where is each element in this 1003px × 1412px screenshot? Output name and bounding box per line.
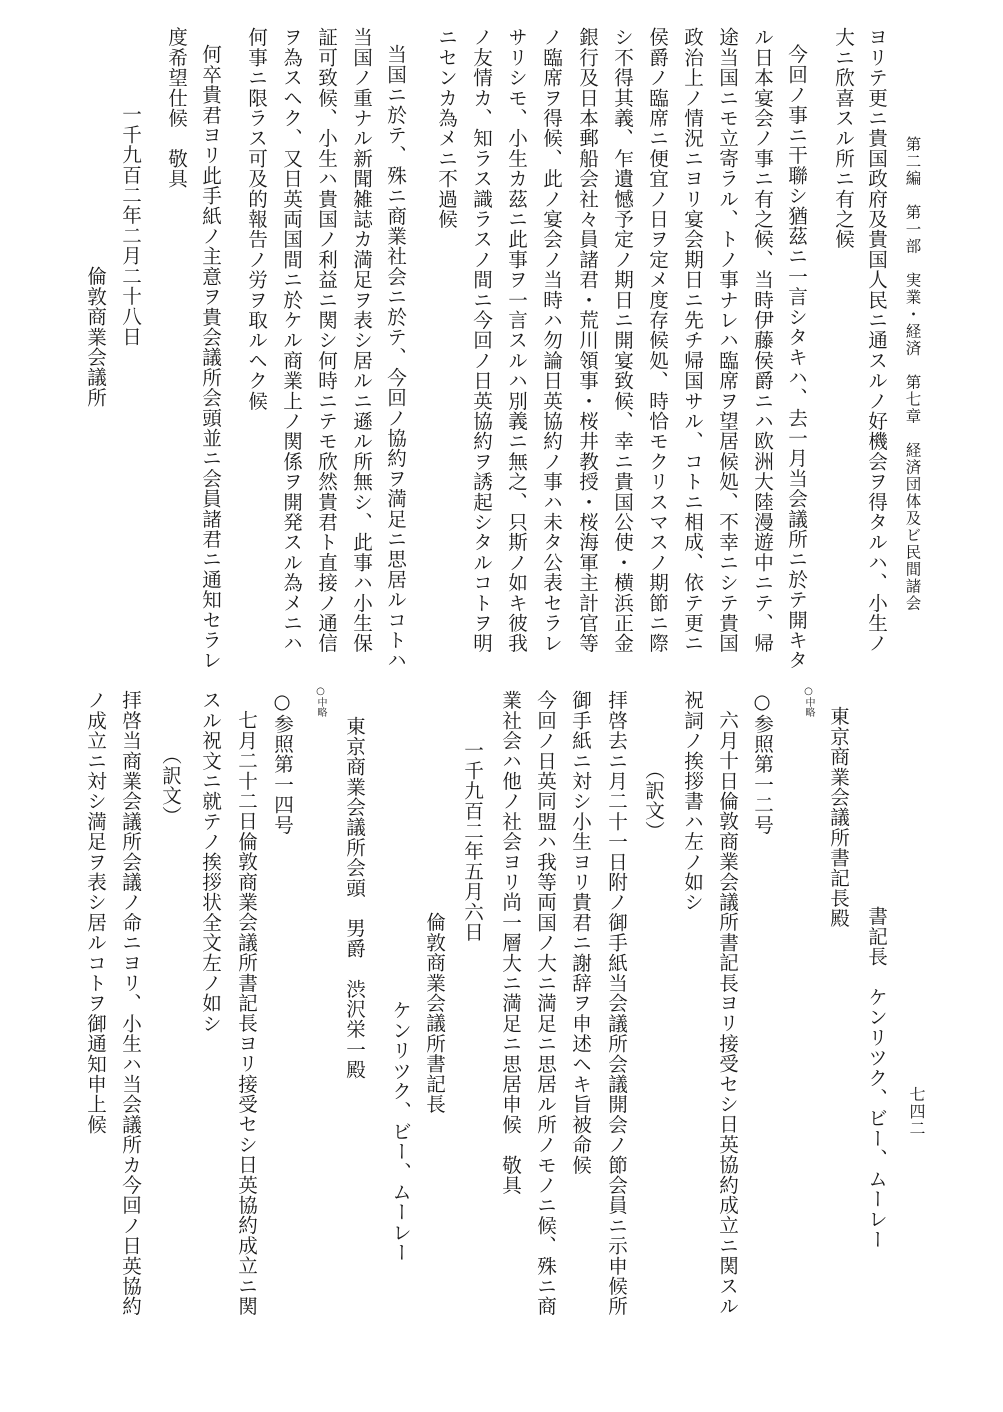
text-line: ヨリテ更ニ貴国政府及貴国人民ニ通スルノ好機会ヲ得タルハ、小生ノ: [864, 27, 888, 654]
date-line: 一千九百二年五月六日: [460, 740, 484, 942]
text-line: 今回ノ日英同盟ハ我等両国ノ大ニ満足ニ思居ル所ノモノニ候、殊ニ商: [533, 690, 557, 1317]
text-line: 六月十日倫敦商業会議所書記長ヨリ接受セシ日英協約成立ニ関スル: [715, 710, 739, 1316]
text-line: 拝啓当商業会議所会議ノ命ニヨリ、小生ハ当会議所カ今回ノ日英協約: [118, 690, 142, 1317]
text-line: 業社会ハ他ノ社会ヨリ尚一層大ニ満足ニ思居申候 敬具: [498, 690, 522, 1195]
text-line: ル日本宴会ノ事ニ有之候、当時伊藤侯爵ニハ欧洲大陸漫遊中ニテ、帰: [750, 27, 774, 654]
text-line: シ不得其義、乍遺憾予定ノ期日ニ開宴致候、幸ニ貴国公使・横浜正金: [610, 27, 634, 654]
text-line: 当国ニ於テ、殊ニ商業社会ニ於テ、今回ノ協約ヲ満足ニ思居ルコトハ: [383, 44, 407, 671]
text-line: 証可致候、小生ハ貴国ノ利益ニ関シ何時ニテモ欣然貴君ト直接ノ通信: [314, 27, 338, 654]
addressee-line: 東京商業会議所書記長殿: [826, 706, 850, 929]
running-head: 第二編 第一部 実業・経済 第七章 経済団体及ビ民間諸会: [903, 136, 922, 612]
text-line: 度希望仕候 敬具: [164, 27, 188, 189]
text-line: 政治上ノ情況ニヨリ宴会期日ニ先チ帰国サル、コトニ相成、依テ更ニ: [680, 27, 704, 654]
text-line: 御手紙ニ対シ小生ヨリ貴君ニ謝辞ヲ申述ヘキ旨被命候: [568, 690, 592, 1175]
omission-note: ○中略: [803, 686, 814, 717]
date-line: 一千九百二年二月二十八日: [118, 104, 142, 347]
text-line: 大ニ欣喜スル所ニ有之候: [831, 27, 855, 250]
text-line: ノ成立ニ対シ満足ヲ表シ居ルコトヲ御通知申上候: [83, 690, 107, 1135]
text-line: 祝詞ノ挨拶書ハ左ノ如シ: [680, 690, 704, 913]
addressee-line: 東京商業会議所会頭 男爵 渋沢栄一殿: [342, 716, 366, 1080]
signature-org: 倫敦商業会議所: [83, 266, 107, 408]
text-line: スル祝文ニ就テノ挨拶状全文左ノ如シ: [198, 690, 222, 1034]
text-line: 七月二十二日倫敦商業会議所書記長ヨリ接受セシ日英協約成立ニ関: [234, 710, 258, 1316]
signature-line: ケンリツク、ビー、ムーレー: [388, 1000, 412, 1263]
translation-label: （訳文）: [158, 745, 182, 826]
reference-heading: ○参照第一四号: [270, 690, 294, 835]
text-line: 何事ニ限ラス可及的報告ノ労ヲ取ルヘク候: [244, 27, 268, 411]
text-line: 当国ノ重ナル新聞雑誌カ満足ヲ表シ居ルニ遜ル所無シ、此事ハ小生保: [349, 27, 373, 654]
translation-label: （訳文）: [641, 760, 665, 841]
text-line: サリシモ、小生カ茲ニ此事ヲ一言スルハ別義ニ無之、只斯ノ如キ彼我: [504, 27, 528, 654]
text-line: ヲ為スヘク、又日英両国間ニ於ケル商業上ノ関係ヲ開発スル為メニハ: [279, 27, 303, 654]
text-line: 今回ノ事ニ干聯シ猶茲ニ一言シタキハ、去一月当会議所ニ於テ開キタ: [784, 44, 808, 671]
signature-org: 倫敦商業会議所書記長: [422, 912, 446, 1114]
signature-line: 書記長 ケンリツク、ビー、ムーレー: [864, 906, 888, 1250]
text-line: 侯爵ノ臨席ニ便宜ノ日ヲ定メ度存候処、時恰モクリスマスノ期節ニ際: [645, 27, 669, 654]
text-line: 途当国ニモ立寄ラル、トノ事ナレハ臨席ヲ望居候処、不幸ニシテ貴国: [715, 27, 739, 654]
text-line: ノ友情カ、知ラス識ラスノ間ニ今回ノ日英協約ヲ誘起シタルコトヲ明: [469, 27, 493, 654]
text-line: 拝啓去ニ月二十一日附ノ御手紙当会議所会議開会ノ節会員ニ示申候所: [604, 690, 628, 1317]
text-line: ニセンカ為メニ不過候: [434, 27, 458, 229]
text-line: 銀行及日本郵船会社々員諸君・荒川領事・桜井教授・桜海軍主計官等: [575, 27, 599, 654]
text-line: ノ臨席ヲ得候、此ノ宴会ノ当時ハ勿論日英協約ノ事ハ未タ公表セラレ: [539, 27, 563, 654]
page-number: 七四二: [907, 1086, 926, 1137]
reference-heading: ○参照第一二号: [750, 690, 774, 835]
omission-note: ○中略: [315, 686, 326, 717]
text-line: 何卒貴君ヨリ此手紙ノ主意ヲ貴会議所会頭並ニ会員諸君ニ通知セラレ: [198, 44, 222, 671]
